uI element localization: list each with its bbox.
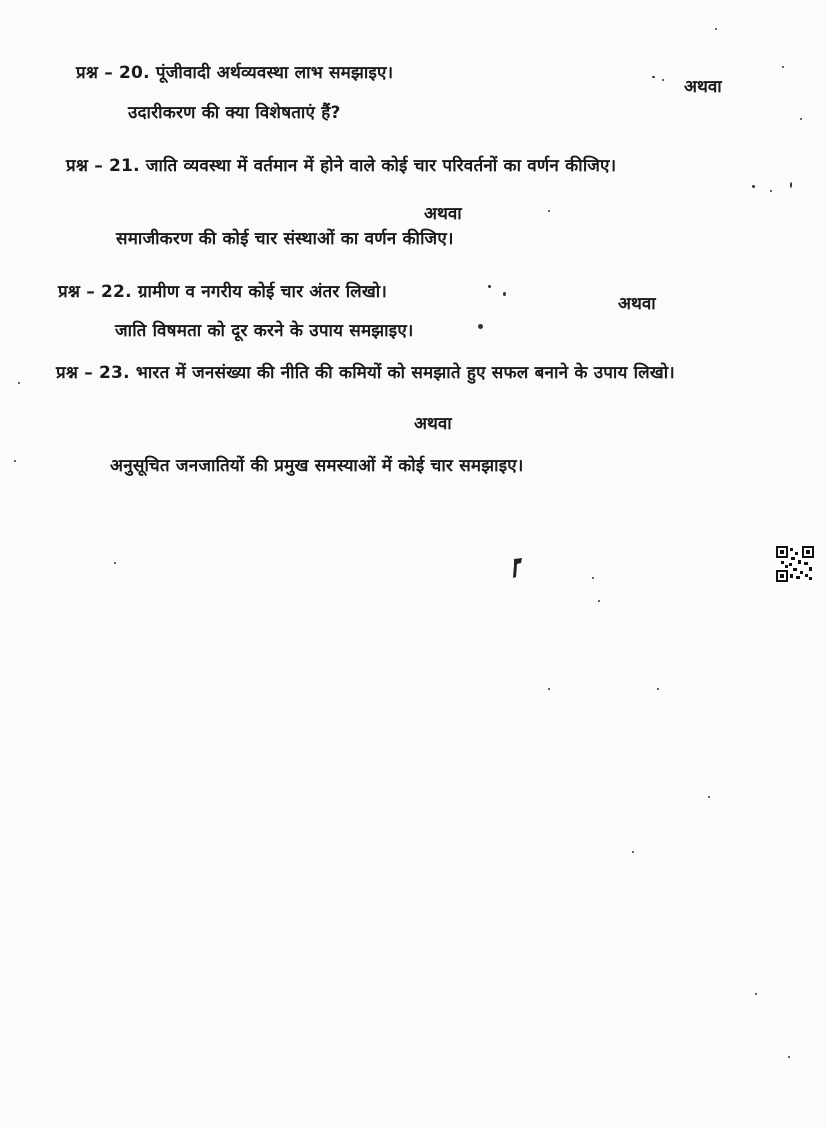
- question-23-alternative: अनुसूचित जनजातियों की प्रमुख समस्याओं में कोई चार समझाइए।: [110, 456, 524, 476]
- or-label: अथवा: [618, 294, 656, 314]
- question-text: ग्रामीण व नगरीय कोई चार अंतर लिखो।: [137, 282, 387, 302]
- scan-speck: [755, 993, 757, 995]
- question-number: प्रश्न – 21.: [66, 156, 140, 176]
- qr-code-icon: [776, 546, 814, 582]
- scan-speck: [592, 577, 594, 579]
- or-label: अथवा: [684, 77, 722, 97]
- scan-speck: [790, 182, 792, 188]
- scan-speck: [632, 851, 634, 853]
- question-number: प्रश्न – 22.: [58, 282, 132, 302]
- question-23: [56, 360, 675, 383]
- question-22-alternative: जाति विषमता को दूर करने के उपाय समझाइए।: [115, 321, 414, 341]
- scan-speck: [708, 796, 710, 798]
- or-label: अथवा: [424, 204, 462, 224]
- scan-speck: [788, 1056, 790, 1058]
- question-20: [76, 60, 393, 83]
- question-21: [66, 153, 616, 176]
- scan-speck: [548, 688, 550, 690]
- scan-speck: [598, 600, 600, 602]
- scan-speck: [14, 460, 16, 462]
- question-text: पूंजीवादी अर्थव्यवस्था लाभ समझाइए।: [155, 63, 394, 83]
- question-21-alternative: समाजीकरण की कोई चार संस्थाओं का वर्णन कीजिए।: [116, 229, 454, 249]
- scan-speck: [114, 562, 116, 564]
- question-22: [58, 279, 387, 302]
- scan-speck: [800, 118, 802, 120]
- scan-speck: [652, 76, 655, 78]
- or-label: अथवा: [414, 414, 452, 434]
- question-number: प्रश्न – 20.: [76, 63, 150, 83]
- scan-speck: [657, 688, 659, 690]
- question-number: प्रश्न – 23.: [56, 363, 130, 383]
- scan-speck: [752, 185, 755, 188]
- question-text: जाति व्यवस्था में वर्तमान में होने वाले कोई चार परिवर्तनों का वर्णन कीजिए।: [145, 156, 617, 176]
- scan-speck: [478, 324, 483, 329]
- question-20-alternative: उदारीकरण की क्या विशेषताएं हैं?: [128, 103, 341, 123]
- ink-blot-icon: [512, 557, 524, 579]
- scan-speck: [488, 285, 491, 288]
- scan-speck: [715, 28, 717, 30]
- question-text: भारत में जनसंख्या की नीति की कमियों को समझाते हुए सफल बनाने के उपाय लिखो।: [135, 363, 675, 383]
- scan-speck: [782, 66, 784, 68]
- scan-speck: [503, 292, 506, 296]
- scan-speck: [548, 210, 550, 212]
- scan-speck: [662, 79, 664, 81]
- scan-speck: [770, 190, 772, 192]
- scan-speck: [18, 382, 20, 384]
